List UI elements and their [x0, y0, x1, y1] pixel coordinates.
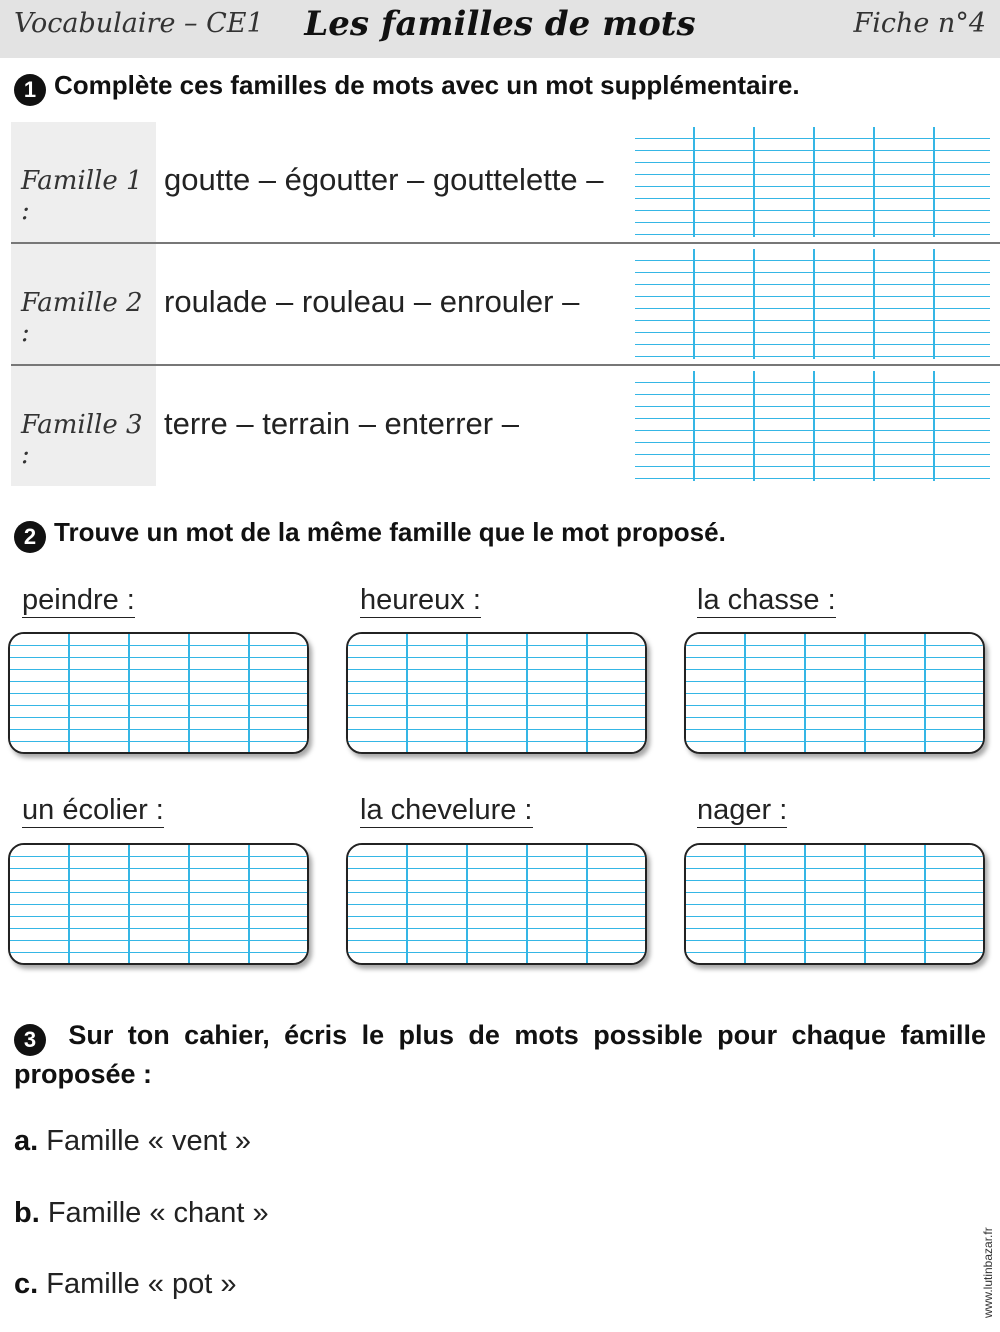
family-words: terre – terrain – enterrer – — [164, 406, 519, 441]
item-text: Famille « chant » — [47, 1197, 269, 1229]
family-label: Famille 3 : — [21, 410, 143, 470]
item-text: Famille « vent » — [46, 1125, 251, 1157]
answer-lines[interactable] — [635, 127, 990, 237]
exercise2-instruction — [14, 517, 726, 553]
answer-lines — [686, 634, 983, 752]
exercise2-text: Trouve un mot de la même famille que le mot proposé. — [54, 517, 726, 547]
answer-lines[interactable] — [635, 249, 990, 359]
family-item-c — [14, 1268, 236, 1301]
exercise1-instruction — [14, 70, 800, 106]
answer-lines — [348, 634, 645, 752]
answer-lines — [686, 845, 983, 963]
exercise1-text: Complète ces familles de mots avec un mot supplémentaire. — [54, 70, 800, 100]
answer-box-2[interactable] — [346, 632, 647, 754]
family-row-2 — [11, 244, 1000, 364]
exercise1-number: 1 — [14, 74, 46, 106]
word-label-2: heureux : — [360, 584, 481, 616]
item-letter: b. — [14, 1197, 40, 1229]
answer-box-3[interactable] — [684, 632, 985, 754]
family-row-3 — [11, 366, 1000, 486]
sheet-number: Fiche n°4 — [853, 8, 986, 39]
answer-lines — [10, 845, 307, 963]
family-row-1 — [11, 122, 1000, 242]
word-label-5: la chevelure : — [360, 794, 533, 826]
family-words: roulade – rouleau – enrouler – — [164, 284, 580, 319]
family-label: Famille 2 : — [21, 288, 143, 348]
word-label-1: peindre : — [22, 584, 135, 616]
answer-box-5[interactable] — [346, 843, 647, 965]
answer-box-4[interactable] — [8, 843, 309, 965]
family-item-b — [14, 1197, 269, 1230]
word-label-6: nager : — [697, 794, 788, 826]
word-label-3: la chasse : — [697, 584, 836, 616]
exercise3-text: Sur ton cahier, écris le plus de mots possible pour chaque famille proposée : — [14, 1020, 986, 1089]
page-title: Les familles de mots — [304, 4, 696, 44]
family-label-cell — [11, 122, 156, 242]
family-label: Famille 1 : — [21, 166, 143, 226]
word-label-4: un écolier : — [22, 794, 164, 826]
family-item-a — [14, 1125, 251, 1158]
answer-box-1[interactable] — [8, 632, 309, 754]
header-bar — [0, 0, 1000, 58]
answer-lines — [10, 634, 307, 752]
exercise3-number: 3 — [14, 1024, 46, 1056]
watermark: www.lutinbazar.fr — [981, 1227, 995, 1318]
exercise3-instruction — [14, 1017, 986, 1093]
exercise2-number: 2 — [14, 521, 46, 553]
family-words: goutte – égoutter – gouttelette – — [164, 162, 604, 197]
answer-box-6[interactable] — [684, 843, 985, 965]
family-label-cell — [11, 366, 156, 486]
item-letter: a. — [14, 1125, 39, 1157]
answer-lines[interactable] — [635, 371, 990, 481]
answer-lines — [348, 845, 645, 963]
subject-label: Vocabulaire – CE1 — [14, 8, 264, 39]
family-label-cell — [11, 244, 156, 364]
item-letter: c. — [14, 1268, 39, 1300]
item-text: Famille « pot » — [46, 1268, 237, 1300]
